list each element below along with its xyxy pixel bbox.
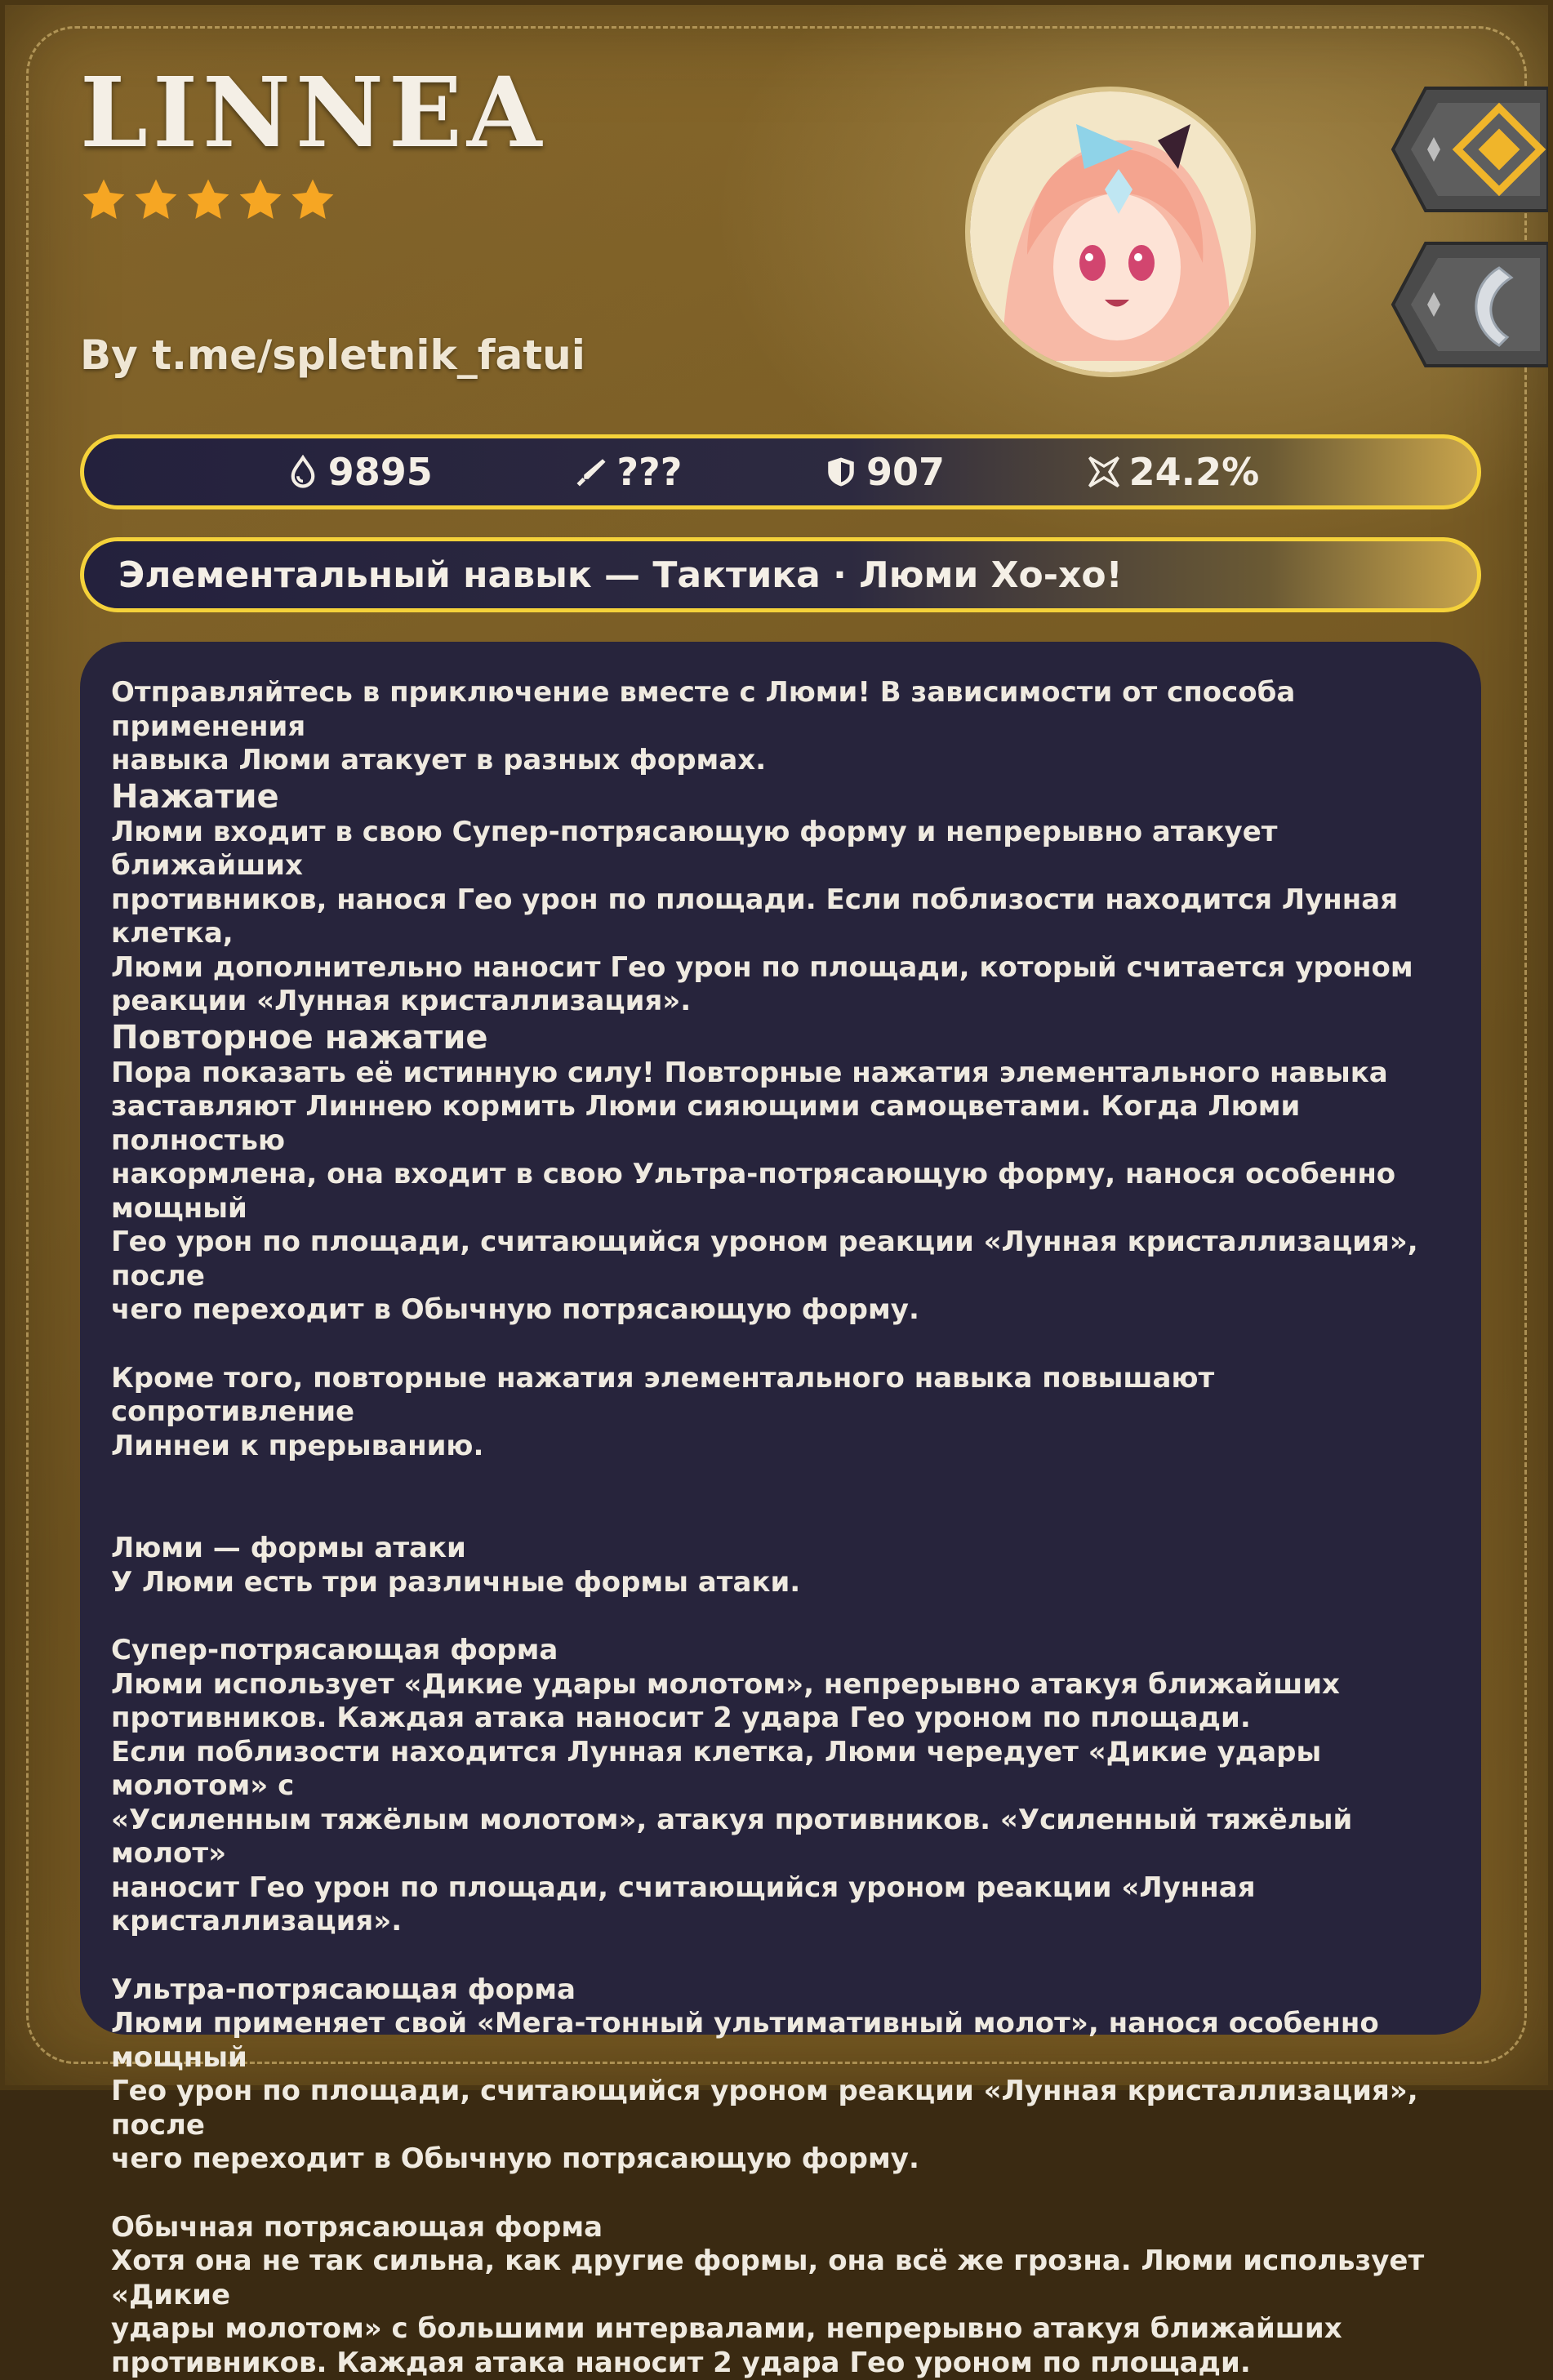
desc-line: У Люми есть три различные формы атаки. <box>111 1566 1450 1600</box>
star-icon <box>289 176 336 224</box>
catalyst-weapon-icon <box>1377 235 1548 374</box>
stats-bar <box>80 434 1481 509</box>
skill-description-panel <box>80 642 1481 2035</box>
desc-line: Люми использует «Дикие удары молотом», непрерывно атакуя ближайших <box>111 1668 1450 1702</box>
hp-icon <box>286 455 320 489</box>
desc-line: «Усиленным тяжёлым молотом», атакуя противников. «Усиленный тяжёлый молот» <box>111 1804 1450 1871</box>
desc-line: Кроме того, повторные нажатия элементального навыка повышают сопротивление <box>111 1362 1450 1430</box>
desc-line: Люми применяет свой «Мега-тонный ультимативный молот», нанося особенно мощный <box>111 2007 1450 2075</box>
star-icon <box>237 176 284 224</box>
desc-line: Если поблизости находится Лунная клетка, Люми чередует «Дикие удары молотом» с <box>111 1736 1450 1804</box>
desc-line: Хотя она не так сильна, как другие формы, она всё же грозна. Люми использует «Дикие <box>111 2244 1450 2312</box>
desc-line: наносит Гео урон по площади, считающийся уроном реакции «Лунная <box>111 1871 1450 1906</box>
portrait-art <box>970 91 1251 372</box>
skill-title: Элементальный навык — Тактика · Люми Хо-хо! <box>118 554 1123 596</box>
star-icon <box>185 176 232 224</box>
stat-hp <box>286 450 433 494</box>
desc-line: навыка Люми атакует в разных формах. <box>111 744 1450 778</box>
desc-line: реакции «Лунная кристаллизация». <box>111 985 1450 1019</box>
desc-line: противников. Каждая атака наносит 2 удара Гео уроном по площади. <box>111 2347 1450 2380</box>
star-icon <box>80 176 127 224</box>
desc-line: противников, нанося Гео урон по площади. Если поблизости находится Лунная клетка, <box>111 883 1450 951</box>
stat-def-value: 907 <box>866 450 945 494</box>
star-icon <box>132 176 180 224</box>
stat-atk-value: ??? <box>616 450 682 494</box>
stat-atk <box>574 450 682 494</box>
desc-heading-forms: Люми — формы атаки <box>111 1532 1450 1566</box>
desc-line: Пора показать её истинную силу! Повторные нажатия элементального навыка <box>111 1057 1450 1091</box>
weapon-badge <box>1377 235 1548 374</box>
desc-line: удары молотом» с большими интервалами, непрерывно атакуя ближайших <box>111 2312 1450 2347</box>
desc-line: Линнеи к прерыванию. <box>111 1430 1450 1464</box>
character-logo: LINNEA <box>80 56 546 169</box>
desc-heading-ultra: Ультра-потрясающая форма <box>111 1973 1450 2008</box>
desc-heading-repeat: Повторное нажатие <box>111 1019 1450 1057</box>
geo-element-icon <box>1377 80 1548 219</box>
desc-heading-super: Супер-потрясающая форма <box>111 1634 1450 1668</box>
desc-heading-press: Нажатие <box>111 778 1450 816</box>
desc-line: противников. Каждая атака наносит 2 удара Гео уроном по площади. <box>111 1702 1450 1736</box>
crit-icon <box>1087 455 1121 489</box>
desc-line: накормлена, она входит в свою Ультра-потрясающую форму, нанося особенно мощный <box>111 1158 1450 1226</box>
desc-line: чего переходит в Обычную потрясающую форму. <box>111 2142 1450 2177</box>
stat-def <box>824 450 945 494</box>
stat-crit <box>1087 450 1260 494</box>
character-portrait <box>965 87 1256 377</box>
desc-line: Отправляйтесь в приключение вместе с Люми! В зависимости от способа применения <box>111 676 1450 744</box>
desc-line: Гео урон по площади, считающийся уроном реакции «Лунная кристаллизация», после <box>111 2075 1450 2142</box>
atk-icon <box>574 455 608 489</box>
desc-line: заставляют Линнею кормить Люми сияющими самоцветами. Когда Люми полностью <box>111 1090 1450 1158</box>
author-credit[interactable]: By t.me/spletnik_fatui <box>80 331 585 379</box>
desc-line: чего переходит в Обычную потрясающую форму. <box>111 1293 1450 1328</box>
desc-line: Гео урон по площади, считающийся уроном реакции «Лунная кристаллизация», после <box>111 1226 1450 1293</box>
desc-line: Люми входит в свою Супер-потрясающую форму и непрерывно атакует ближайших <box>111 816 1450 883</box>
desc-line: Люми дополнительно наносит Гео урон по площади, который считается уроном <box>111 951 1450 985</box>
stat-hp-value: 9895 <box>328 450 433 494</box>
rarity-stars <box>80 176 336 224</box>
element-badge <box>1377 80 1548 219</box>
def-icon <box>824 455 858 489</box>
stat-crit-value: 24.2% <box>1129 450 1260 494</box>
desc-line: кристаллизация». <box>111 1905 1450 1939</box>
skill-title-bar <box>80 537 1481 612</box>
desc-heading-normal: Обычная потрясающая форма <box>111 2211 1450 2245</box>
